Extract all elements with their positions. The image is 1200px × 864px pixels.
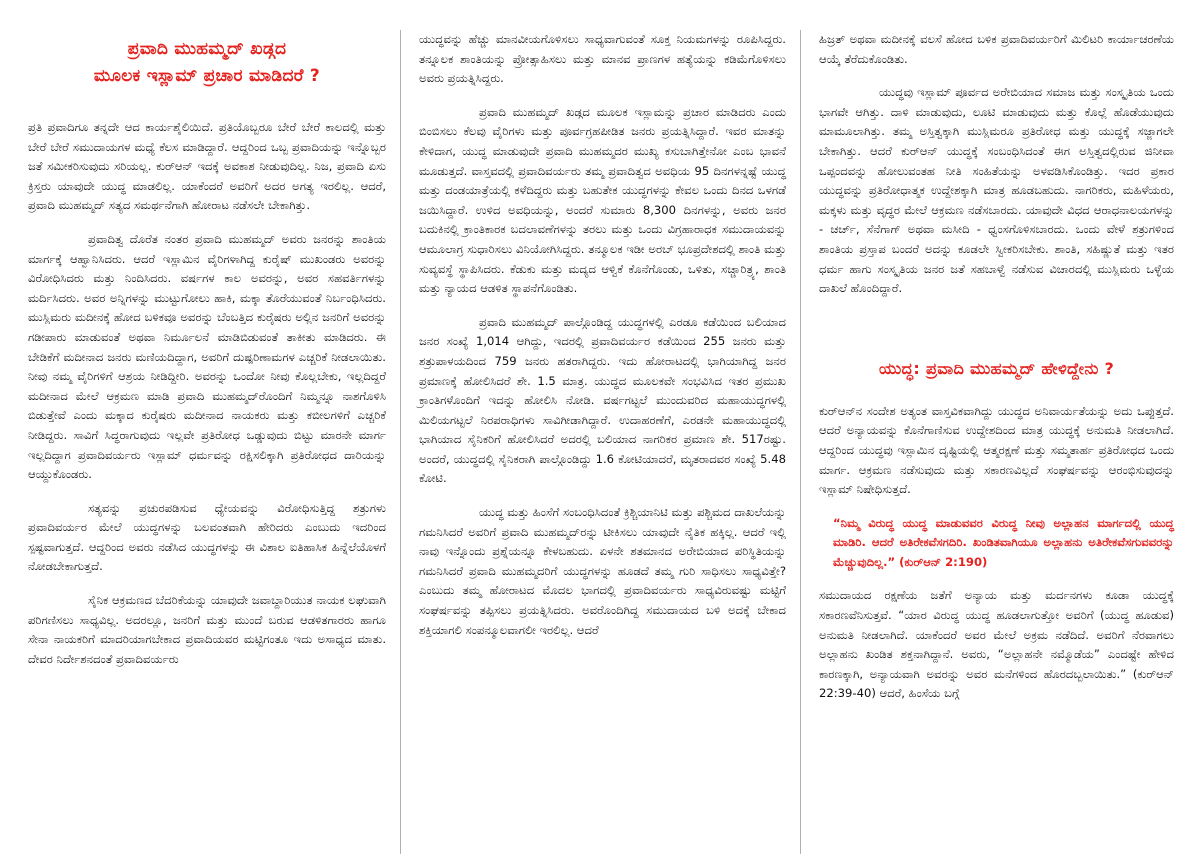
paragraph: ಸಮುದಾಯದ ರಕ್ಷಣೆಯ ಜತೆಗೆ ಅನ್ಯಾಯ ಮತ್ತು ಮರ್ದನಗಳು ಕೂಡಾ ಯುದ್ಧಕ್ಕೆ ಸಕಾರಣವೆನಿಸುತ್ತವೆ. “ಯಾರ ವಿರುದ್ಧ ಯುದ್ಧ ಹೂಡಲಾಗುತ್ತೋ ಅವರಿಗೆ (ಯುದ್ಧ ಹೂಡುವ) ಅನುಮತಿ ನೀಡಲಾಗಿದೆ. ಯಾಕೆಂದರೆ ಅವರ ಮೇಲೆ ಅಕ್ರಮ ನಡೆದಿದೆ. ಅವರಿಗೆ ನೆರವಾಗಲು ಅಲ್ಲಾಹನು ಖಂಡಿತ ಶಕ್ತನಾಗಿದ್ದಾನೆ. ಅವರು, “ಅಲ್ಲಾಹನೇ ನಮ್ಮೊಡೆಯ” ಎಂದಷ್ಟೇ ಹೇಳಿದ ಕಾರಣಕ್ಕಾಗಿ, ಅನ್ಯಾಯವಾಗಿ ಅವರನ್ನು ಅವರ ಮನೆಗಳಿಂದ ಹೊರದಬ್ಬಲಾಯಿತು.” (ಕುರ್‌ಆನ್ 22:39-40) ಆದರೆ, ಹಿಂಸೆಯ ಬಗ್ಗೆ: [819, 588, 1174, 701]
paragraph: ಕುರ್‌ಆನ್‌ನ ಸಂದೇಶ ಅತ್ಯಂತ ವಾಸ್ತವಿಕವಾಗಿದ್ದು ಯುದ್ಧದ ಅನಿವಾರ್ಯತೆಯನ್ನು ಅದು ಒಪ್ಪುತ್ತದೆ. ಆದರೆ ಅನ್ಯಾಯವನ್ನು ಕೊನೆಗಾಣಿಸುವ ಉದ್ದೇಶದಿಂದ ಮಾತ್ರ ಯುದ್ಧಕ್ಕೆ ಅನುಮತಿ ನೀಡಲಾಗಿದೆ. ಆದ್ದರಿಂದ ಯುದ್ಧವು ಇಸ್ಲಾಮಿನ ದೃಷ್ಟಿಯಲ್ಲಿ ಆತ್ಮರಕ್ಷಣೆ ಮತ್ತು ಸಮ್ಮತಾರ್ಹ ಪ್ರತಿರೋಧದ ಒಂದು ಮಾರ್ಗ. ಆಕ್ರಮಣ ನಡೆಸುವುದು ಮತ್ತು ಸಕಾರಣವಿಲ್ಲದೆ ಸಂಘರ್ಷವನ್ನು ಆರಂಭಿಸುವುದನ್ನು ಇಸ್ಲಾಮ್ ನಿಷೇಧಿಸುತ್ತದೆ.: [819, 403, 1174, 497]
paragraph: ಹಿಜ್ರತ್ ಅಥವಾ ಮದೀನಕ್ಕೆ ವಲಸೆ ಹೋದ ಬಳಿಕ ಪ್ರವಾದಿವರ್ಯರಿಗೆ ಮಿಲಿಟರಿ ಕಾರ್ಯಾಚರಣೆಯ ಆಯ್ಕೆ ತೆರೆದುಕೊಂಡಿತು.: [819, 32, 1174, 66]
paragraph: ಸೈನಿಕ ಆಕ್ರಮಣದ ಬೆದರಿಕೆಯನ್ನು ಯಾವುದೇ ಜವಾಬ್ದಾರಿಯುತ ನಾಯಕ ಲಘುವಾಗಿ ಪರಿಗಣಿಸಲು ಸಾಧ್ಯವಿಲ್ಲ. ಅದರಲ್ಲೂ, ಜನರಿಗೆ ಮತ್ತು ಮುಂದೆ ಬರುವ ಆಡಳಿತಗಾರರು ಹಾಗೂ ಸೇನಾ ನಾಯಕರಿಗೆ ಮಾದರಿಯಾಗಬೇಕಾದ ಪ್ರವಾದಿಯವರ ಮಟ್ಟಿಗಂತೂ ಇದು ಅಸಾಧ್ಯದ ಮಾತು. ದೇವರ ನಿರ್ದೇಶನದಂತೆ ಪ್ರವಾದಿವರ್ಯರು: [28, 593, 386, 666]
column-middle: [400, 30, 800, 854]
article-title-line-1: ಪ್ರವಾದಿ ಮುಹಮ್ಮದ್ ಖಡ್ಗದ: [127, 39, 287, 59]
paragraph: ಸತ್ಯವನ್ನು ಪ್ರಚುರಪಡಿಸುವ ಧ್ಯೇಯವನ್ನು ವಿರೋಧಿಸುತ್ತಿದ್ದ ಶತ್ರುಗಳು ಪ್ರವಾದಿವರ್ಯರ ಮೇಲೆ ಯುದ್ಧಗಳನ್ನು ಬಲವಂತವಾಗಿ ಹೇರಿದರು ಎಂಬುದು ಇದರಿಂದ ಸ್ಪಷ್ಟವಾಗುತ್ತದೆ. ಆದ್ದರಿಂದ ಅವರು ನಡೆಸಿದ ಯುದ್ಧಗಳನ್ನು ಈ ವಿಶಾಲ ಐತಿಹಾಸಿಕ ಹಿನ್ನೆಲೆಯೊಳಗೆ ನೋಡಬೇಕಾಗುತ್ತದೆ.: [28, 500, 386, 574]
paragraph: ಯುದ್ಧ ಮತ್ತು ಹಿಂಸೆಗೆ ಸಂಬಂಧಿಸಿದಂತೆ ಕ್ರಿಶ್ಚಿಯಾನಿಟಿ ಮತ್ತು ಪಶ್ಚಿಮದ ದಾಖಲೆಯನ್ನು ಗಮನಿಸಿದರೆ ಅವರಿಗೆ ಪ್ರವಾದಿ ಮುಹಮ್ಮದ್‌ರನ್ನು ಟೀಕಿಸಲು ಯಾವುದೇ ನೈತಿಕ ಹಕ್ಕಿಲ್ಲ. ಆದರೆ ಇಲ್ಲಿ ನಾವು ಇನ್ನೊಂದು ಪ್ರಶ್ನೆಯನ್ನೂ ಕೇಳಬಹುದು. ಏಳನೇ ಶತಮಾನದ ಅರೇಬಿಯಾದ ಪರಿಸ್ಥಿತಿಯನ್ನು ಗಮನಿಸಿದರೆ ಪ್ರವಾದಿ ಮುಹಮ್ಮದರಿಗೆ ಯುದ್ಧಗಳನ್ನು ಹೂಡದೆ ತಮ್ಮ ಗುರಿ ಸಾಧಿಸಲು ಸಾಧ್ಯವಿತ್ತೇ? ಎಂಬುದು ತಮ್ಮ ಹೋರಾಟದ ಮೊದಲ ಭಾಗದಲ್ಲಿ ಪ್ರವಾದಿವರ್ಯರು ಸಾಧ್ಯವಿರುವಷ್ಟು ಮಟ್ಟಿಗೆ ಸಂಘರ್ಷವನ್ನು ತಪ್ಪಿಸಲು ಪ್ರಯತ್ನಿಸಿದರು. ಅವರೊಂದಿಗಿದ್ದ ಸಮುದಾಯದ ಬಳಿ ಅದಕ್ಕೆ ಬೇಕಾದ ಶಕ್ತಿಯಾಗಲಿ ಸಂಪನ್ಮೂಲವಾಗಲೀ ಇರಲಿಲ್ಲ. ಆದರೆ: [419, 505, 786, 637]
article-title-line-2: ಮೂಲಕ ಇಸ್ಲಾಮ್ ಪ್ರಚಾರ ಮಾಡಿದರೆ ?: [93, 66, 321, 86]
section-heading: ಯುದ್ಧ: ಪ್ರವಾದಿ ಮುಹಮ್ಮದ್ ಹೇಳಿದ್ದೇನು ?: [878, 358, 1115, 378]
column-right: [800, 30, 1178, 854]
article-title: [28, 36, 386, 90]
paragraph: ಯುದ್ಧವನ್ನು ಹೆಚ್ಚು ಮಾನವೀಯಗೊಳಿಸಲು ಸಾಧ್ಯವಾಗುವಂತೆ ಸೂಕ್ತ ನಿಯಮಗಳನ್ನು ರೂಪಿಸಿದ್ದರು. ತನ್ನೂಲಕ ಶಾಂತಿಯನ್ನು ಪ್ರೋತ್ಸಾಹಿಸಲು ಮತ್ತು ಮಾನವ ಪ್ರಾಣಗಳ ಹತ್ಯೆಯನ್ನು ಕಡಿಮೆಗೊಳಿಸಲು ಅವರು ಪ್ರಯತ್ನಿಸಿದ್ದರು.: [419, 32, 786, 86]
quran-quote: “ನಿಮ್ಮ ವಿರುದ್ಧ ಯುದ್ಧ ಮಾಡುವವರ ವಿರುದ್ಧ ನೀವು ಅಲ್ಲಾಹನ ಮಾರ್ಗದಲ್ಲಿ ಯುದ್ಧ ಮಾಡಿರಿ. ಆದರೆ ಅತಿರೇಕವೆಸಗದಿರಿ. ಖಂಡಿತವಾಗಿಯೂ ಅಲ್ಲಾಹನು ಅತಿರೇಕವೆಸಗುವವರನ್ನು ಮೆಚ್ಚುವುದಿಲ್ಲ.” (ಕುರ್‌ಆನ್ 2:190): [833, 515, 1174, 569]
column-left: [22, 30, 400, 854]
paragraph: ಪ್ರವಾದಿ ಮುಹಮ್ಮದ್ ಪಾಲ್ಗೊಂಡಿದ್ದ ಯುದ್ಧಗಳಲ್ಲಿ ಎರಡೂ ಕಡೆಯಿಂದ ಬಲಿಯಾದ ಜನರ ಸಂಖ್ಯೆ 1,014 ಆಗಿದ್ದು, ಇದರಲ್ಲಿ ಪ್ರವಾದಿವರ್ಯರ ಕಡೆಯಿಂದ 255 ಜನರು ಮತ್ತು ಶತ್ರುಪಾಳಯದಿಂದ 759 ಜನರು ಹತರಾಗಿದ್ದರು. ಇದು ಹೋರಾಟದಲ್ಲಿ ಭಾಗಿಯಾಗಿದ್ದ ಜನರ ಪ್ರಮಾಣಕ್ಕೆ ಹೋಲಿಸಿದರೆ ಶೇ. 1.5 ಮಾತ್ರ. ಯುದ್ಧದ ಮೂಲಕವೇ ಸಂಭವಿಸಿದ ಇತರ ಪ್ರಮುಖ ಕ್ರಾಂತಿಗಳೊಂದಿಗೆ ಇದನ್ನು ಹೋಲಿಸಿ ನೋಡಿ. ವರ್ಷಗಟ್ಟಲೆ ಮುಂದುವರಿದ ಮಹಾಯುದ್ಧಗಳಲ್ಲಿ ಮಿಲಿಯಗಟ್ಟಲೆ ನಿರಪರಾಧಿಗಳು ಸಾವಿಗೀಡಾಗಿದ್ದಾರೆ. ಉದಾಹರಣೆಗೆ, ಎರಡನೇ ಮಹಾಯುದ್ಧದಲ್ಲಿ ಭಾಗಿಯಾದ ಸೈನಿಕರಿಗೆ ಹೋಲಿಸಿದರೆ ಅದರಲ್ಲಿ ಬಲಿಯಾದ ನಾಗರಿಕರ ಪ್ರಮಾಣ ಶೇ. 517ರಷ್ಟು. ಅಂದರೆ, ಯುದ್ಧದಲ್ಲಿ ಸೈನಿಕರಾಗಿ ಪಾಲ್ಗೊಂಡಿದ್ದು 1.6 ಕೋಟಿಯಾದರೆ, ಮೃತರಾದವರ ಸಂಖ್ಯೆ 5.48 ಕೋಟಿ.: [419, 314, 786, 486]
paragraph: ಯುದ್ಧವು ಇಸ್ಲಾಮ್ ಪೂರ್ವದ ಅರೇಬಿಯಾದ ಸಮಾಜ ಮತ್ತು ಸಂಸ್ಕೃತಿಯ ಒಂದು ಭಾಗವೇ ಆಗಿತ್ತು. ದಾಳಿ ಮಾಡುವುದು, ಲೂಟಿ ಮಾಡುವುದು ಮತ್ತು ಕೊಲ್ಲೆ ಹೊಡೆಯುವುದು ಮಾಮೂಲಾಗಿತ್ತು. ತಮ್ಮ ಅಸ್ತಿತ್ವಕ್ಕಾಗಿ ಮುಸ್ಲಿಮರೂ ಪ್ರತಿರೋಧ ಮತ್ತು ಯುದ್ಧಕ್ಕೆ ಸಜ್ಜಾಗಲೇ ಬೇಕಾಗಿತ್ತು. ಆದರೆ ಕುರ್‌ಆನ್ ಯುದ್ಧಕ್ಕೆ ಸಂಬಂಧಿಸಿದಂತೆ ಈಗ ಅಸ್ತಿತ್ವದಲ್ಲಿರುವ ಜಿನೀವಾ ಒಪ್ಪಂದವನ್ನು ಹೋಲುವಂತಹ ನೀತಿ ಸಂಹಿತೆಯನ್ನು ಅಳವಡಿಸಿಕೊಂಡಿತ್ತು. ಇದರ ಪ್ರಕಾರ ಯುದ್ಧವನ್ನು ಪ್ರತಿರೋಧಾತ್ಮಕ ಉದ್ದೇಶಕ್ಕಾಗಿ ಮಾತ್ರ ಹೂಡಬಹುದು. ನಾಗರಿಕರು, ಮಹಿಳೆಯರು, ಮಕ್ಕಳು ಮತ್ತು ವೃದ್ಧರ ಮೇಲೆ ಆಕ್ರಮಣ ನಡೆಸಬಾರದು. ಯಾವುದೇ ವಿಧದ ಆರಾಧನಾಲಯಗಳನ್ನು - ಚರ್ಚ್, ಸೆನೆಗಾಗ್ ಅಥವಾ ಮಸೀದಿ - ಧ್ವಂಸಗೊಳಿಸಬಾರದು. ಒಂದು ವೇಳೆ ಶತ್ರುಗಳಿಂದ ಶಾಂತಿಯ ಪ್ರಸ್ತಾಪ ಬಂದರೆ ಅದನ್ನು ಕೂಡಲೇ ಸ್ವೀಕರಿಸಬೇಕು. ಶಾಂತಿ, ಸಹಿಷ್ಣುತೆ ಮತ್ತು ಇತರ ಧರ್ಮ ಹಾಗು ಸಂಸ್ಕೃತಿಯ ಜನರ ಜತೆ ಸಹಬಾಳ್ವೆ ನಡೆಸುವ ವಿಚಾರದಲ್ಲಿ ಮುಸ್ಲಿಮರು ಒಳ್ಳೆಯ ದಾಖಲೆ ಹೊಂದಿದ್ದಾರೆ.: [819, 85, 1174, 296]
paragraph: ಪ್ರವಾದಿ ಮುಹಮ್ಮದ್ ಖಡ್ಗದ ಮೂಲಕ ಇಸ್ಲಾಮನ್ನು ಪ್ರಚಾರ ಮಾಡಿದರು ಎಂದು ಬಿಂಬಿಸಲು ಕೆಲವು ವೈರಿಗಳು ಮತ್ತು ಪೂರ್ವಗ್ರಹಪೀಡಿತ ಜನರು ಪ್ರಯತ್ನಿಸಿದ್ದಾರೆ. ಇವರ ಮಾತನ್ನು ಕೇಳಿದಾಗ, ಯುದ್ಧ ಮಾಡುವುದೇ ಪ್ರವಾದಿ ಮುಹಮ್ಮದರ ಮುಖ್ಯ ಕಸುಬಾಗಿತ್ತೇನೋ ಎಂಬ ಭಾವನೆ ಮೂಡುತ್ತದೆ. ವಾಸ್ತವದಲ್ಲಿ ಪ್ರವಾದಿವರ್ಯರು ತಮ್ಮ ಪ್ರವಾದಿತ್ವದ ಅವಧಿಯ 95 ದಿನಗಳನ್ನಷ್ಟೆ ಯುದ್ಧ ಮತ್ತು ದಂಡಯಾತ್ರೆಯಲ್ಲಿ ಕಳೆದಿದ್ದರು ಮತ್ತು ಬಹುತೇಕ ಯುದ್ಧಗಳನ್ನು ಕೇವಲ ಒಂದು ದಿನದ ಒಳಗಡೆ ಜಯಿಸಿದ್ದಾರೆ. ಉಳಿದ ಅವಧಿಯನ್ನು, ಅಂದರೆ ಸುಮಾರು 8,300 ದಿನಗಳನ್ನು, ಅವರು ಜನರ ಬದುಕಿನಲ್ಲಿ ಕ್ರಾಂತಿಕಾರಕ ಬದಲಾವಣೆಗಳನ್ನು ತರಲು ಮತ್ತು ಒಂದು ವಿಗ್ರಹಾರಾಧಕ ಸಮುದಾಯವನ್ನು ಆಮೂಲಾಗ್ರ ಸುಧಾರಿಸಲು ವಿನಿಯೋಗಿಸಿದ್ದರು. ತನ್ಮೂಲಕ ಇಡೀ ಅರಬ್ ಭೂಪ್ರದೇಶದಲ್ಲಿ ಶಾಂತಿ ಮತ್ತು ಸುವ್ಯವಸ್ಥೆ ಸ್ಥಾಪಿಸಿದರು. ಕೆಡುಕು ಮತ್ತು ಮದ್ಯದ ಆಳ್ವಿಕೆ ಕೊನೆಗೊಂಡು, ಒಳಿತು, ಸಚ್ಚಾರಿತ್ರ್ಯ, ಶಾಂತಿ ಮತ್ತು ನ್ಯಾಯದ ಆಡಳಿತ ಸ್ಥಾಪನೆಗೊಂಡಿತು.: [419, 104, 786, 296]
paragraph: ಪ್ರವಾದಿತ್ವ ದೊರೆತ ನಂತರ ಪ್ರವಾದಿ ಮುಹಮ್ಮದ್ ಅವರು ಜನರನ್ನು ಶಾಂತಿಯ ಮಾರ್ಗಕ್ಕೆ ಆಹ್ವಾನಿಸಿದರು. ಆದರೆ ಇಸ್ಲಾಮಿನ ವೈರಿಗಳಾಗಿದ್ದ ಕುರೈಷ್ ಮುಖಂಡರು ಅವರನ್ನು ವಿರೋಧಿಸಿದರು ಮತ್ತು ನಿಂದಿಸಿದರು. ವರ್ಷಗಳ ಕಾಲ ಅವರನ್ನು, ಅವರ ಸಹವರ್ತಿಗಳನ್ನು ಮರ್ದಿಸಿದರು. ಅವರ ಅನ್ನಿಗಳನ್ನು ಮುಟ್ಟುಗೋಲು ಹಾಕಿ, ಮಕ್ಕಾ ತೊರೆಯುವಂತೆ ನಿರ್ಬಂಧಿಸಿದರು. ಮುಸ್ಲಿಮರು ಮದೀನಕ್ಕೆ ಹೋದ ಬಳಿಕವೂ ಅವರನ್ನು ಬೆಂಬತ್ತಿದ ಕುರೈಷರು ಅಲ್ಲಿನ ಜನರಿಗೆ ಅವರನ್ನು ಗಡೀಪಾರು ಮಾಡುವಂತೆ ಅಥವಾ ನಿರ್ಮೂಲನೆ ಮಾಡಿಬಿಡುವಂತೆ ತಾಕೀತು ಮಾಡಿದರು. ಈ ಬೇಡಿಕೆಗೆ ಮದೀನಾದ ಜನರು ಮಣಿಯದಿದ್ದಾಗ, ಅವರಿಗೆ ದುಷ್ಪರಿಣಾಮಗಳ ಎಚ್ಚರಿಕೆ ನೀಡಲಾಯಿತು. ನೀವು ನಮ್ಮ ವೈರಿಗಳಿಗೆ ಆಶ್ರಯ ನೀಡಿದ್ದೀರಿ. ಅವರನ್ನು ಒಂದೋ ನೀವು ಕೊಲ್ಲಬೇಕು, ಇಲ್ಲದಿದ್ದರೆ ಮದೀನಾದ ಮೇಲೆ ಆಕ್ರಮಣ ಮಾಡಿ ಪ್ರವಾದಿ ಮುಹಮ್ಮದ್‌ರೊಂದಿಗೆ ನಿಮ್ಮನ್ನೂ ನಾಶಗೊಳಿಸಿ ಬಿಡುತ್ತೇವೆ ಎಂದು ಮಕ್ಕಾದ ಕುರೈಷರು ಮದೀನಾದ ನಾಯಕರು ಮತ್ತು ಕಬೀಲಗಳಿಗೆ ಎಚ್ಚರಿಕೆ ನೀಡಿದ್ದರು. ಸಾವಿಗೆ ಸಿದ್ಧರಾಗುವುದು ಇಲ್ಲವೇ ಪ್ರತಿರೋಧ ಒಡ್ಡುವುದು ಬಿಟ್ಟು ಮಾರನೇ ಮಾರ್ಗ ಇಲ್ಲದಿದ್ದಾಗ ಪ್ರವಾದಿವರ್ಯರು ಇಸ್ಲಾಮ್ ಧರ್ಮವನ್ನು ರಕ್ಷಿಸಲಿಕ್ಕಾಗಿ ಪ್ರತಿರೋಧದ ದಾರಿಯನ್ನು ಆಯ್ದುಕೊಂಡರು.: [28, 231, 386, 482]
paragraph: ಪ್ರತಿ ಪ್ರವಾದಿಗೂ ತನ್ನದೇ ಆದ ಕಾರ್ಯಶೈಲಿಯಿದೆ. ಪ್ರತಿಯೊಬ್ಬರೂ ಬೇರೆ ಬೇರೆ ಕಾಲದಲ್ಲಿ ಮತ್ತು ಬೇರೆ ಬೇರೆ ಸಮುದಾಯಗಳ ಮಧ್ಯೆ ಕೆಲಸ ಮಾಡಿದ್ದಾರೆ. ಆದ್ದರಿಂದ ಒಬ್ಬ ಪ್ರವಾದಿಯನ್ನು ಇನ್ನೊಬ್ಬರ ಜತೆ ಸಮೀಕರಿಸುವುದು ಸರಿಯಲ್ಲ. ಕುರ್‌ಆನ್ ಇದಕ್ಕೆ ಅವಕಾಶ ನೀಡುವುದಿಲ್ಲ. ನಿಜ, ಪ್ರವಾದಿ ಏಸು ಕ್ರಿಸ್ತರು ಯಾವುದೇ ಯುದ್ಧ ಮಾಡಲಿಲ್ಲ. ಯಾಕೆಂದರೆ ಅವರಿಗೆ ಅದರ ಅಗತ್ಯ ಇರಲಿಲ್ಲ. ಆದರೆ, ಪ್ರವಾದಿ ಮುಹಮ್ಮದ್ ಸತ್ಯದ ಸಮರ್ಥನೆಗಾಗಿ ಹೋರಾಟ ನಡೆಸಲೇ ಬೇಕಾಗಿತ್ತು.: [28, 120, 386, 213]
